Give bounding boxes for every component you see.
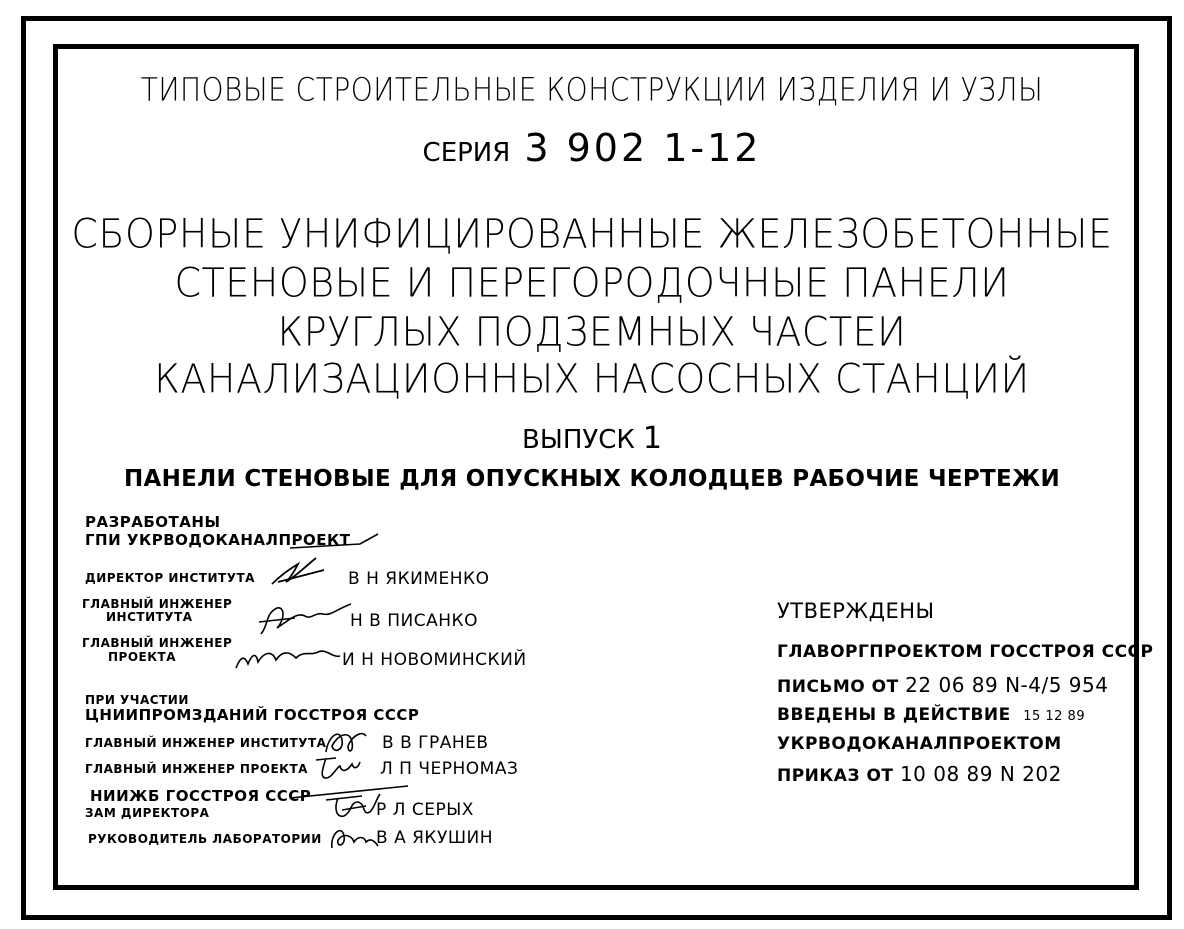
series-number: 3 902 1-12	[524, 126, 762, 170]
order-prefix: ПРИКАЗ ОТ	[777, 766, 894, 786]
director-name: В Н ЯКИМЕНКО	[348, 569, 490, 589]
approved-line-4: УКРВОДОКАНАЛПРОЕКТОМ	[777, 734, 1062, 754]
chief-project-role-1: ГЛАВНЫЙ ИНЖЕНЕР	[82, 636, 233, 650]
chief-engineer-role-1: ГЛАВНЫЙ ИНЖЕНЕР	[82, 597, 233, 611]
participant-name-1: В В ГРАНЕВ	[382, 733, 489, 753]
director-role: ДИРЕКТОР ИНСТИТУТА	[85, 571, 255, 585]
participant-name-2: Л П ЧЕРНОМАЗ	[380, 759, 519, 779]
subtitle: ПАНЕЛИ СТЕНОВЫЕ ДЛЯ ОПУСКНЫХ КОЛОДЦЕВ РАБОЧИЕ ЧЕРТЕЖИ	[123, 466, 1061, 492]
title-line-1: СБОРНЫЕ УНИФИЦИРОВАННЫЕ ЖЕЛЕЗОБЕТОННЫЕ	[71, 210, 1113, 258]
chief-engineer-name: Н В ПИСАНКО	[350, 611, 478, 631]
series-line	[0, 126, 1184, 170]
issue-line	[0, 421, 1184, 456]
approved-line-5	[777, 762, 1062, 786]
participation-label: ПРИ УЧАСТИИ	[85, 693, 189, 707]
developed-label: РАЗРАБОТАНЫ	[85, 513, 221, 531]
signature-icon	[312, 752, 362, 784]
header-line: ТИПОВЫЕ СТРОИТЕЛЬНЫЕ КОНСТРУКЦИИ ИЗДЕЛИЯ И УЗЛЫ	[140, 70, 1044, 109]
approved-line-2	[777, 673, 1108, 697]
approved-line-1: ГЛАВОРГПРОЕКТОМ ГОССТРОЯ СССР	[777, 642, 1154, 662]
participation-org-1: ЦНИИПРОМЗДАНИЙ ГОССТРОЯ СССР	[85, 706, 420, 724]
effective-prefix: ВВЕДЕНЫ В ДЕЙСТВИЕ	[777, 705, 1011, 725]
title-line-2: СТЕНОВЫЕ И ПЕРЕГОРОДОЧНЫЕ ПАНЕЛИ	[174, 259, 1010, 307]
chief-engineer-role-2: ИНСТИТУТА	[106, 610, 193, 624]
title-line-3: КРУГЛЫХ ПОДЗЕМНЫХ ЧАСТЕИ	[277, 308, 907, 356]
signature-icon	[326, 818, 382, 854]
approved-label: УТВЕРЖДЕНЫ	[777, 599, 935, 623]
participant-name-4: В А ЯКУШИН	[376, 828, 494, 848]
participant-role-2: ГЛАВНЫЙ ИНЖЕНЕР ПРОЕКТА	[85, 762, 308, 776]
org-underline-icon	[290, 530, 380, 555]
order-value: 10 08 89 N 202	[899, 762, 1062, 786]
issue-number: 1	[642, 421, 662, 456]
approved-letter-prefix: ПИСЬМО ОТ	[777, 677, 899, 697]
participant-name-3: Р Л СЕРЫХ	[376, 800, 474, 820]
chief-project-role-2: ПРОЕКТА	[108, 650, 177, 664]
signature-icon	[255, 598, 355, 640]
effective-date: 15 12 89	[1023, 709, 1086, 724]
issue-label: ВЫПУСК	[522, 425, 635, 455]
participant-role-1: ГЛАВНЫЙ ИНЖЕНЕР ИНСТИТУТА	[85, 736, 327, 750]
title-line-4: КАНАЛИЗАЦИОННЫХ НАСОСНЫХ СТАНЦИЙ	[154, 355, 1030, 403]
signature-icon	[232, 638, 344, 676]
participant-role-3: ЗАМ ДИРЕКТОРА	[85, 806, 210, 820]
series-label: СЕРИЯ	[422, 138, 511, 168]
approved-letter-value: 22 06 89 N-4/5 954	[905, 673, 1109, 697]
participation-org-2: НИИЖБ ГОССТРОЯ СССР	[90, 787, 312, 805]
developed-org: ГПИ УКРВОДОКАНАЛПРОЕКТ	[85, 531, 351, 549]
signature-icon	[268, 556, 328, 588]
approved-line-3	[777, 705, 1085, 725]
chief-project-name: И Н НОВОМИНСКИЙ	[342, 650, 527, 670]
participant-role-4: РУКОВОДИТЕЛЬ ЛАБОРАТОРИИ	[88, 832, 322, 846]
